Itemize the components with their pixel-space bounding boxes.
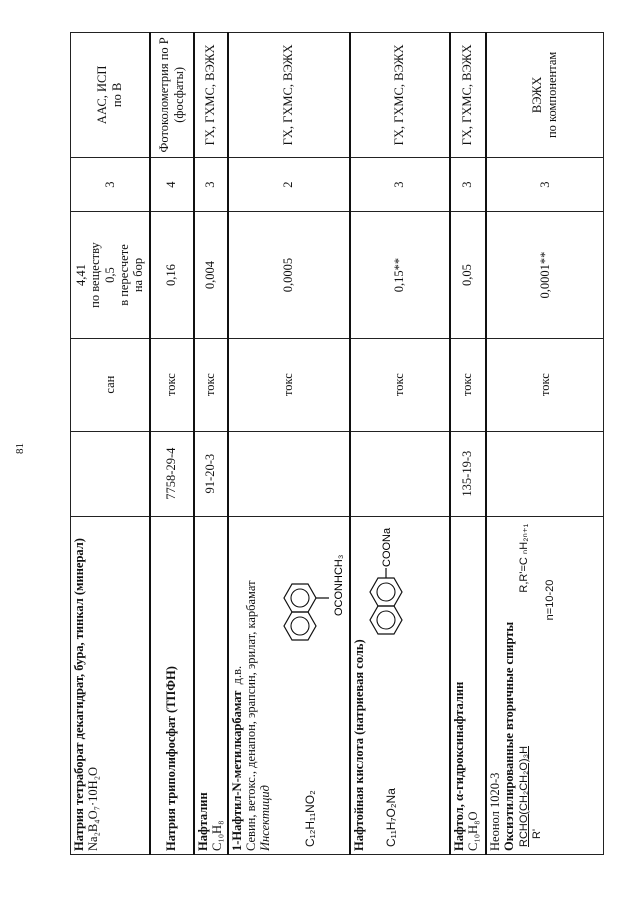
structure	[368, 520, 416, 851]
table-row	[450, 33, 486, 855]
class-cell: 3	[450, 157, 486, 212]
method-cell: ГХ, ГХМС, ВЭЖХ	[350, 33, 450, 158]
table-row	[150, 33, 194, 855]
ethoxylate-formula: RCHO(CH₂CH₂O)₃H	[518, 745, 531, 847]
limit-cell: токс	[450, 338, 486, 431]
substance-formula: Na₂B₄O₇·10H₂O	[86, 766, 101, 851]
substance-name: Оксиэтилированные вторичные спирты	[501, 621, 516, 851]
name-cell	[228, 516, 350, 854]
ethoxylate-structure	[518, 520, 556, 851]
substance-name: 1-Нафтил-N-метилкарбамат д.в.	[229, 665, 244, 851]
substance-name: Нафтойная кислота (натриевая соль)	[351, 639, 366, 851]
class-cell: 3	[486, 157, 604, 212]
substance-formula: C₁₀H₈	[209, 820, 224, 851]
substance-table	[70, 32, 604, 855]
name-cell	[71, 516, 150, 854]
cas-cell	[228, 431, 350, 516]
structure-formula: C₁₁H₇O₂Na	[383, 788, 398, 847]
synonyms: Севин, ветокс., денапон, эрапсин, эрилат, карбамат	[243, 580, 258, 851]
n-range: n=10-20	[543, 579, 556, 621]
usage-note: Инсектицид	[258, 785, 273, 851]
class-cell: 2	[228, 157, 350, 212]
substance-name: Нафталин	[195, 792, 210, 851]
value-cell: 0,0005	[228, 212, 350, 338]
value-cell: 0,004	[194, 212, 228, 338]
cas-cell: 91-20-3	[194, 431, 228, 516]
method-cell: ГХ, ГХМС, ВЭЖХ	[450, 33, 486, 158]
substituent-label: COONa	[380, 527, 393, 567]
name-cell	[450, 516, 486, 854]
substance-name: Нафтол, α-гидроксинафталин	[451, 681, 466, 851]
class-cell: 3	[350, 157, 450, 212]
name-cell	[150, 516, 194, 854]
table-row	[228, 33, 350, 855]
limit-cell: токс	[486, 338, 604, 431]
method-cell: ГХ, ГХМС, ВЭЖХ	[194, 33, 228, 158]
cas-cell	[71, 431, 150, 516]
cas-cell	[350, 431, 450, 516]
method-cell: Фотоколометрия по Р (фосфаты)	[150, 33, 194, 158]
substance-name: Натрия тетраборат декагидрат, бура, тинкал (минерал)	[72, 538, 86, 851]
r-definition: R,R'=C ₙH₂ₙ₊₁	[518, 523, 531, 593]
table-row	[71, 33, 150, 855]
value-cell: 0,05	[450, 212, 486, 338]
limit-cell: токс	[150, 338, 194, 431]
limit-cell: токс	[194, 338, 228, 431]
page-number: 81	[14, 443, 26, 454]
cas-cell: 135-19-3	[450, 431, 486, 516]
substance-formula: C₁₀H₈O	[465, 811, 480, 851]
limit-cell: токс	[350, 338, 450, 431]
value-cell: 0,15**	[350, 212, 450, 338]
name-cell	[486, 516, 604, 854]
rotated-table-container	[70, 32, 603, 855]
value-cell: 0,0001**	[486, 212, 604, 338]
limit-cell: сан	[71, 338, 150, 431]
class-cell: 3	[194, 157, 228, 212]
naphthalene-structure-icon	[368, 520, 416, 640]
substituent-label: OCONHCH₃	[332, 554, 345, 616]
structure-formula: C₁₂H₁₁NO₂	[302, 790, 317, 847]
structure	[275, 520, 347, 851]
table-row	[350, 33, 450, 855]
class-cell: 4	[150, 157, 194, 212]
name-cell	[194, 516, 228, 854]
product-name: Неонол 1020-3	[487, 772, 502, 851]
value-cell: 0,16	[150, 212, 194, 338]
class-cell: 3	[71, 157, 150, 212]
table-row	[486, 33, 604, 855]
method-cell: ААС, ИСП по В	[71, 33, 150, 158]
cas-cell: 7758-29-4	[150, 431, 194, 516]
table-row	[194, 33, 228, 855]
substance-name: Натрия триполифосфат (ТПФН)	[164, 666, 179, 851]
name-cell	[350, 516, 450, 854]
cas-cell	[486, 431, 604, 516]
r-prime-label: R'	[530, 828, 543, 839]
value-cell: 4,41 по веществу 0,5 в пересчете на бор	[71, 212, 150, 338]
method-cell: ВЭЖХ по компонентам	[486, 33, 604, 158]
naphthalene-structure-icon	[275, 520, 347, 646]
limit-cell: токс	[228, 338, 350, 431]
method-cell: ГХ, ГХМС, ВЭЖХ	[228, 33, 350, 158]
